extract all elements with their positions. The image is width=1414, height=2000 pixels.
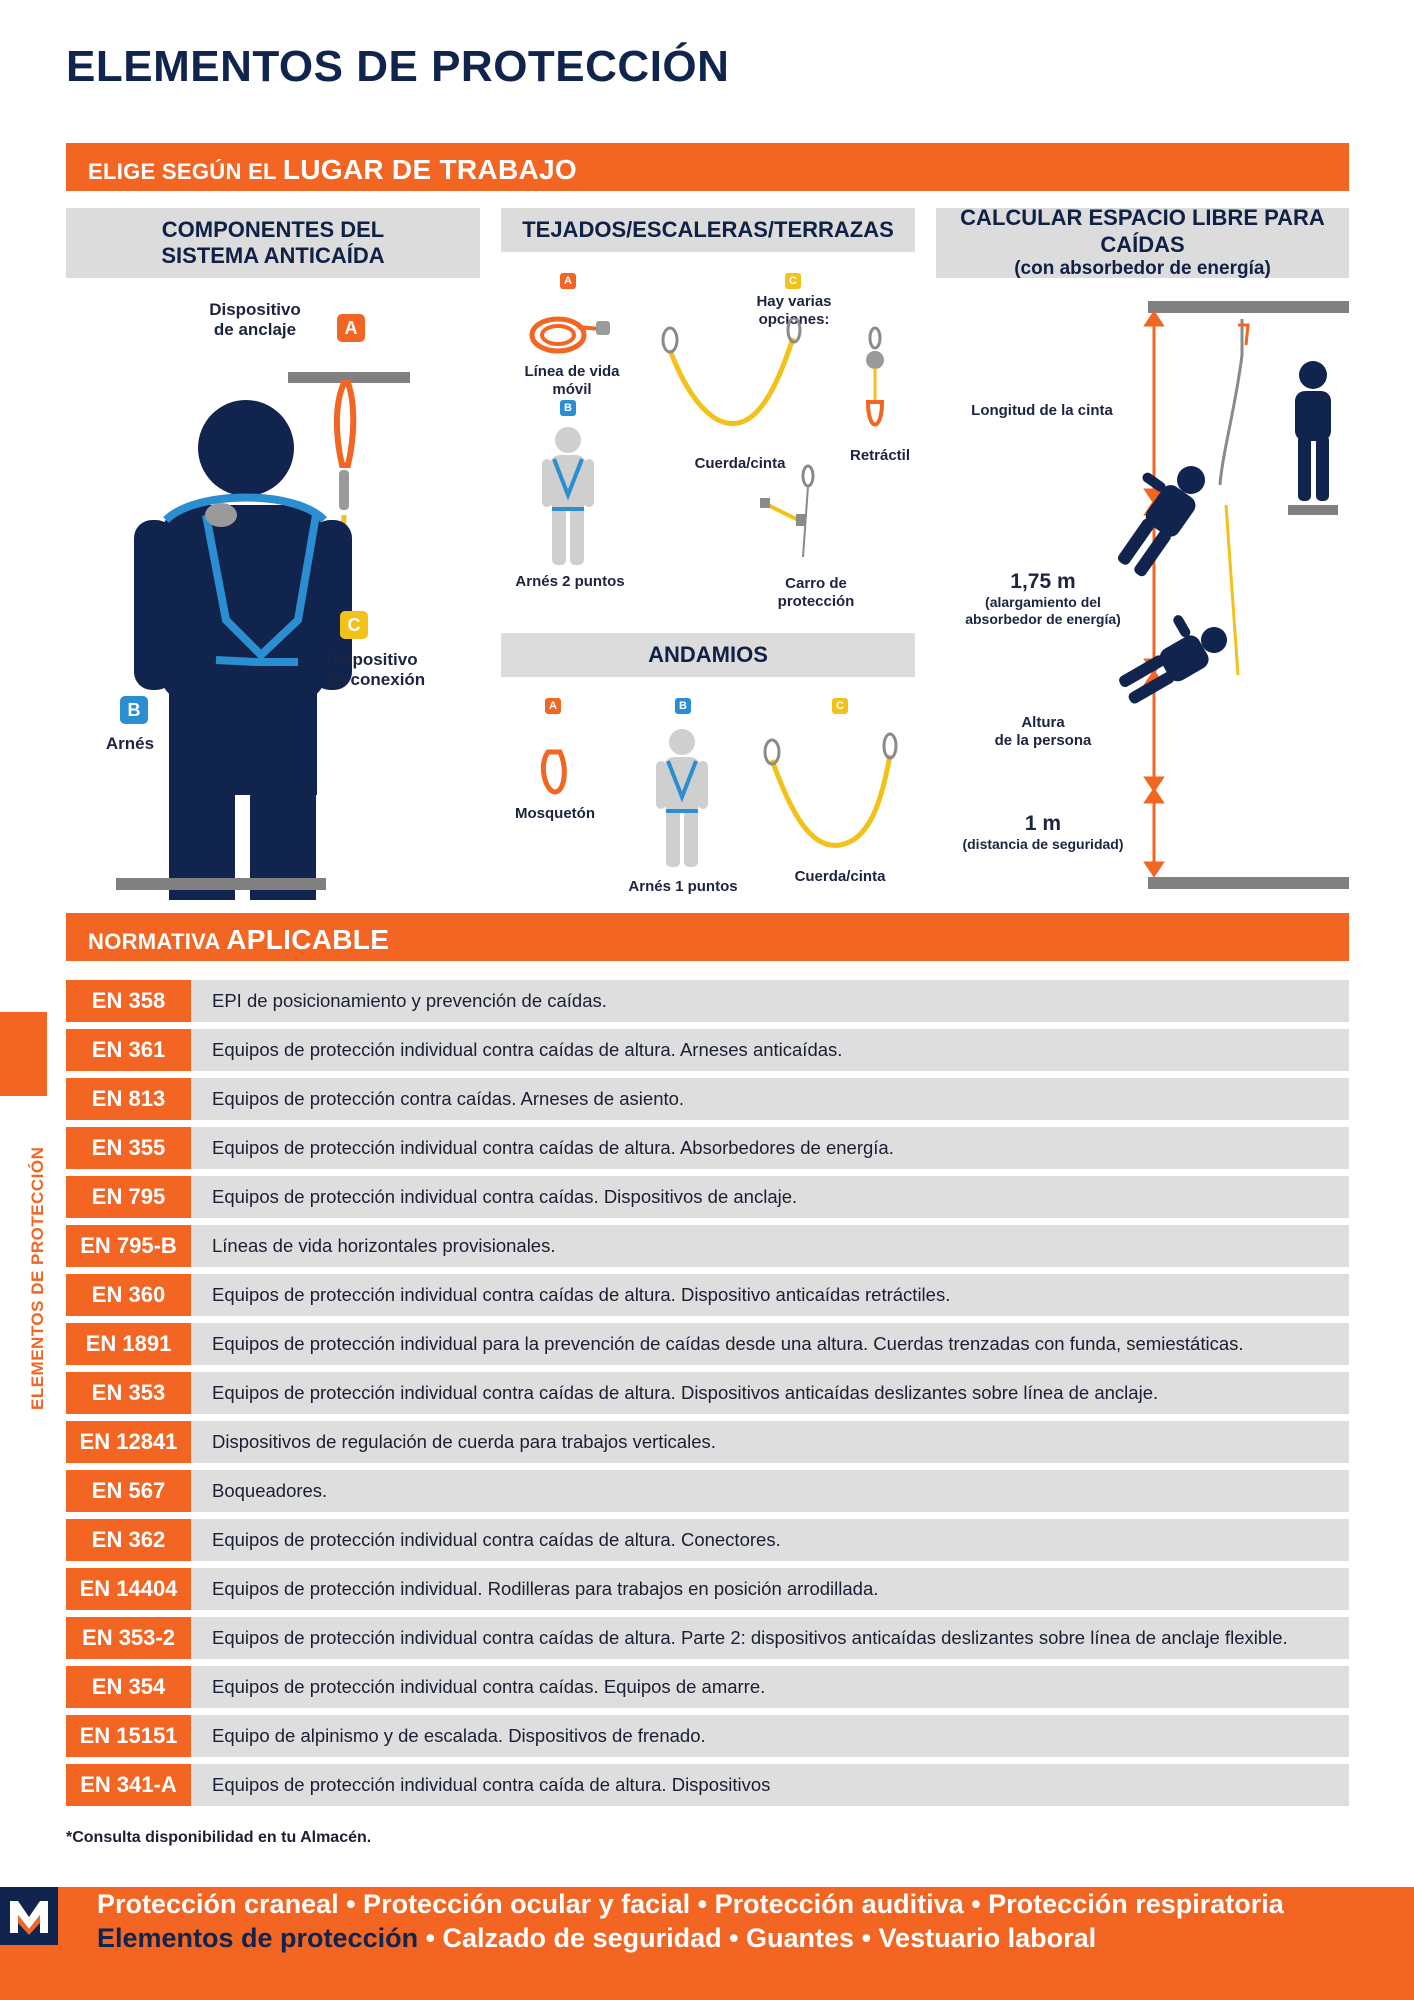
strap-length-label: Longitud de la cinta bbox=[971, 402, 1113, 419]
safety-note: (distancia de seguridad) bbox=[962, 836, 1124, 852]
norm-table-row bbox=[66, 1127, 1349, 1169]
norm-description: Equipos de protección individual contra caídas. Dispositivos de anclaje. bbox=[212, 1186, 798, 1207]
harness-label: Arnés bbox=[105, 734, 155, 753]
anchor-label-1: Dispositivo bbox=[209, 300, 301, 319]
badge-anchor: A bbox=[337, 314, 365, 342]
side-section-label: ELEMENTOS DE PROTECCIÓN bbox=[28, 1146, 47, 1410]
harness-1-point-icon bbox=[652, 725, 712, 870]
normativa-bar-prefix: NORMATIVA bbox=[88, 929, 220, 954]
harness-1-point-label: Arnés 1 puntos bbox=[628, 878, 738, 895]
norm-description: Equipos de protección individual contra caídas de altura. Absorbedores de energía. bbox=[212, 1137, 894, 1158]
scaffold-badge-c: C bbox=[832, 698, 848, 714]
norm-description: Equipos de protección individual contra caídas de altura. Conectores. bbox=[212, 1529, 781, 1550]
roofs-header bbox=[501, 208, 915, 252]
norm-code: EN 567 bbox=[66, 1470, 191, 1512]
protection-trolley-icon bbox=[758, 462, 824, 562]
person-height-1: Altura bbox=[1021, 714, 1065, 731]
norm-code: EN 12841 bbox=[66, 1421, 191, 1463]
scaffold-rope-icon bbox=[760, 730, 900, 860]
norm-description: Equipos de protección individual contra caídas de altura. Dispositivo anticaídas retráctiles. bbox=[212, 1284, 951, 1305]
ground-icon bbox=[1148, 877, 1349, 889]
person-height-2: de la persona bbox=[994, 732, 1092, 749]
page-title: ELEMENTOS DE PROTECCIÓN bbox=[66, 42, 730, 91]
roofs-badge-b: B bbox=[560, 400, 576, 416]
normativa-bar-emphasis: APLICABLE bbox=[226, 924, 390, 955]
fall-arrest-system-illustration bbox=[66, 290, 480, 900]
normativa-table bbox=[66, 980, 1349, 1813]
norm-table-row bbox=[66, 1617, 1349, 1659]
norm-description: Equipos de protección individual contra caídas. Equipos de amarre. bbox=[212, 1676, 766, 1697]
norm-description: Equipos de protección individual contra caídas de altura. Arneses anticaídas. bbox=[212, 1039, 843, 1060]
norm-description: Equipos de protección individual. Rodilleras para trabajos en posición arrodillada. bbox=[212, 1578, 879, 1599]
norm-table-row bbox=[66, 1274, 1349, 1316]
freespace-header bbox=[936, 205, 1349, 279]
norm-table-row bbox=[66, 1372, 1349, 1414]
rope-lanyard-icon bbox=[658, 318, 808, 438]
top-beam-icon bbox=[1148, 301, 1349, 313]
norm-code: EN 14404 bbox=[66, 1568, 191, 1610]
scaffold-badge-a: A bbox=[545, 698, 561, 714]
carabiner-icon bbox=[540, 746, 570, 796]
norm-description: EPI de posicionamiento y prevención de caídas. bbox=[212, 990, 607, 1011]
norm-code: EN 362 bbox=[66, 1519, 191, 1561]
freespace-header-text: CALCULAR ESPACIO LIBRE PARA CAÍDAS bbox=[960, 205, 1325, 257]
anchor-label-2: de anclaje bbox=[213, 320, 297, 340]
badge-harness: B bbox=[120, 696, 148, 724]
scaffold-rope-label: Cuerda/cinta bbox=[794, 868, 886, 885]
norm-table-row bbox=[66, 1323, 1349, 1365]
roofs-badge-c: C bbox=[785, 273, 801, 289]
normativa-section-bar bbox=[66, 913, 1349, 961]
rope-label: Cuerda/cinta bbox=[694, 455, 786, 472]
side-tab-marker bbox=[0, 1012, 47, 1096]
norm-description: Equipos de protección individual contra caídas de altura. Parte 2: dispositivos anticaídas deslizantes sobre línea de anclaje flexible. bbox=[212, 1627, 1288, 1648]
footer-current-category[interactable]: Elementos de protección bbox=[97, 1923, 419, 1953]
scaffold-header bbox=[501, 633, 915, 677]
norm-table-row bbox=[66, 1764, 1349, 1806]
person-height-label bbox=[960, 714, 1126, 750]
norm-table-row bbox=[66, 1176, 1349, 1218]
elongation-note-2: absorbedor de energía) bbox=[965, 610, 1121, 627]
norm-code: EN 354 bbox=[66, 1666, 191, 1708]
workplace-bar-prefix: ELIGE SEGÚN EL bbox=[88, 159, 277, 184]
worker-silhouette-icon bbox=[134, 400, 352, 900]
norm-code: EN 1891 bbox=[66, 1323, 191, 1365]
scaffold-badge-b: B bbox=[675, 698, 691, 714]
norm-table-row bbox=[66, 1666, 1349, 1708]
freespace-subheader: (con absorbedor de energía) bbox=[1014, 258, 1271, 279]
norm-code: EN 353 bbox=[66, 1372, 191, 1414]
safety-distance-block bbox=[955, 812, 1131, 852]
norm-description: Equipos de protección individual para la prevención de caídas desde una altura. Cuerdas trenzadas con funda, semiestáticas. bbox=[212, 1333, 1244, 1354]
harness-2-points-label: Arnés 2 puntos bbox=[515, 573, 625, 590]
norm-description: Equipos de protección individual contra caídas de altura. Dispositivos anticaídas deslizantes sobre línea de anclaje. bbox=[212, 1382, 1159, 1403]
safety-value: 1 m bbox=[1024, 812, 1062, 835]
norm-code: EN 341-A bbox=[66, 1764, 191, 1806]
norm-table-row bbox=[66, 1225, 1349, 1267]
components-header bbox=[66, 208, 480, 278]
elongation-value: 1,75 m bbox=[1010, 570, 1076, 593]
trolley-label: Carro de protección bbox=[777, 575, 855, 610]
badge-connector: C bbox=[340, 611, 368, 639]
norm-description: Dispositivos de regulación de cuerda para trabajos verticales. bbox=[212, 1431, 716, 1452]
roofs-badge-a: A bbox=[560, 273, 576, 289]
norm-code: EN 813 bbox=[66, 1078, 191, 1120]
logo-m-icon bbox=[0, 1887, 58, 1945]
standing-worker-icon bbox=[1295, 361, 1331, 501]
norm-code: EN 360 bbox=[66, 1274, 191, 1316]
components-header-line2: SISTEMA ANTICAÍDA bbox=[161, 243, 385, 268]
lifeline-coil-icon bbox=[528, 305, 614, 357]
norm-code: EN 795 bbox=[66, 1176, 191, 1218]
brand-logo bbox=[0, 1887, 58, 1945]
footnote: *Consulta disponibilidad en tu Almacén. bbox=[66, 1829, 372, 1846]
norm-description: Equipos de protección individual contra caída de altura. Dispositivos bbox=[212, 1774, 771, 1795]
norm-code: EN 15151 bbox=[66, 1715, 191, 1757]
norm-code: EN 358 bbox=[66, 980, 191, 1022]
workplace-section-bar bbox=[66, 143, 1349, 191]
lanyard-loop-icon bbox=[337, 383, 353, 465]
options-note: Hay varias opciones: bbox=[756, 293, 832, 328]
harness-2-points-icon bbox=[538, 423, 598, 568]
norm-table-row bbox=[66, 1519, 1349, 1561]
norm-table-row bbox=[66, 1029, 1349, 1071]
norm-code: EN 355 bbox=[66, 1127, 191, 1169]
footer-categories-line2 bbox=[97, 1923, 1096, 1954]
workplace-bar-emphasis: LUGAR DE TRABAJO bbox=[282, 154, 577, 185]
connector-label-2: de conexión bbox=[326, 670, 426, 690]
retractable-device-icon bbox=[860, 322, 890, 442]
norm-description: Equipo de alpinismo y de escalada. Dispositivos de frenado. bbox=[212, 1725, 706, 1746]
norm-table-row bbox=[66, 1568, 1349, 1610]
components-header-line1: COMPONENTES DEL bbox=[161, 216, 385, 242]
roofs-header-text: TEJADOS/ESCALERAS/TERRAZAS bbox=[522, 216, 894, 242]
footer-other-categories: • Calzado de seguridad • Guantes • Vestuario laboral bbox=[418, 1923, 1097, 1953]
retractable-label: Retráctil bbox=[849, 447, 911, 464]
elongation-note-1: (alargamiento del bbox=[985, 594, 1101, 610]
connector-label-1: Dispositivo bbox=[326, 650, 418, 669]
norm-code: EN 361 bbox=[66, 1029, 191, 1071]
norm-table-row bbox=[66, 980, 1349, 1022]
norm-table-row bbox=[66, 1078, 1349, 1120]
carabiner-label: Mosquetón bbox=[515, 805, 595, 822]
norm-description: Boqueadores. bbox=[212, 1480, 328, 1501]
norm-table-row bbox=[66, 1421, 1349, 1463]
floor-icon bbox=[116, 878, 326, 890]
lifeline-label: Línea de vida móvil bbox=[524, 363, 620, 398]
norm-description: Equipos de protección contra caídas. Arneses de asiento. bbox=[212, 1088, 685, 1109]
elongation-block bbox=[955, 570, 1131, 628]
norm-description: Líneas de vida horizontales provisionales. bbox=[212, 1235, 556, 1256]
norm-table-row bbox=[66, 1715, 1349, 1757]
norm-table-row bbox=[66, 1470, 1349, 1512]
footer-categories-line1: Protección craneal • Protección ocular y facial • Protección auditiva • Protección respiratoria bbox=[97, 1889, 1284, 1919]
scaffold-header-text: ANDAMIOS bbox=[648, 641, 768, 667]
norm-code: EN 795-B bbox=[66, 1225, 191, 1267]
norm-code: EN 353-2 bbox=[66, 1617, 191, 1659]
